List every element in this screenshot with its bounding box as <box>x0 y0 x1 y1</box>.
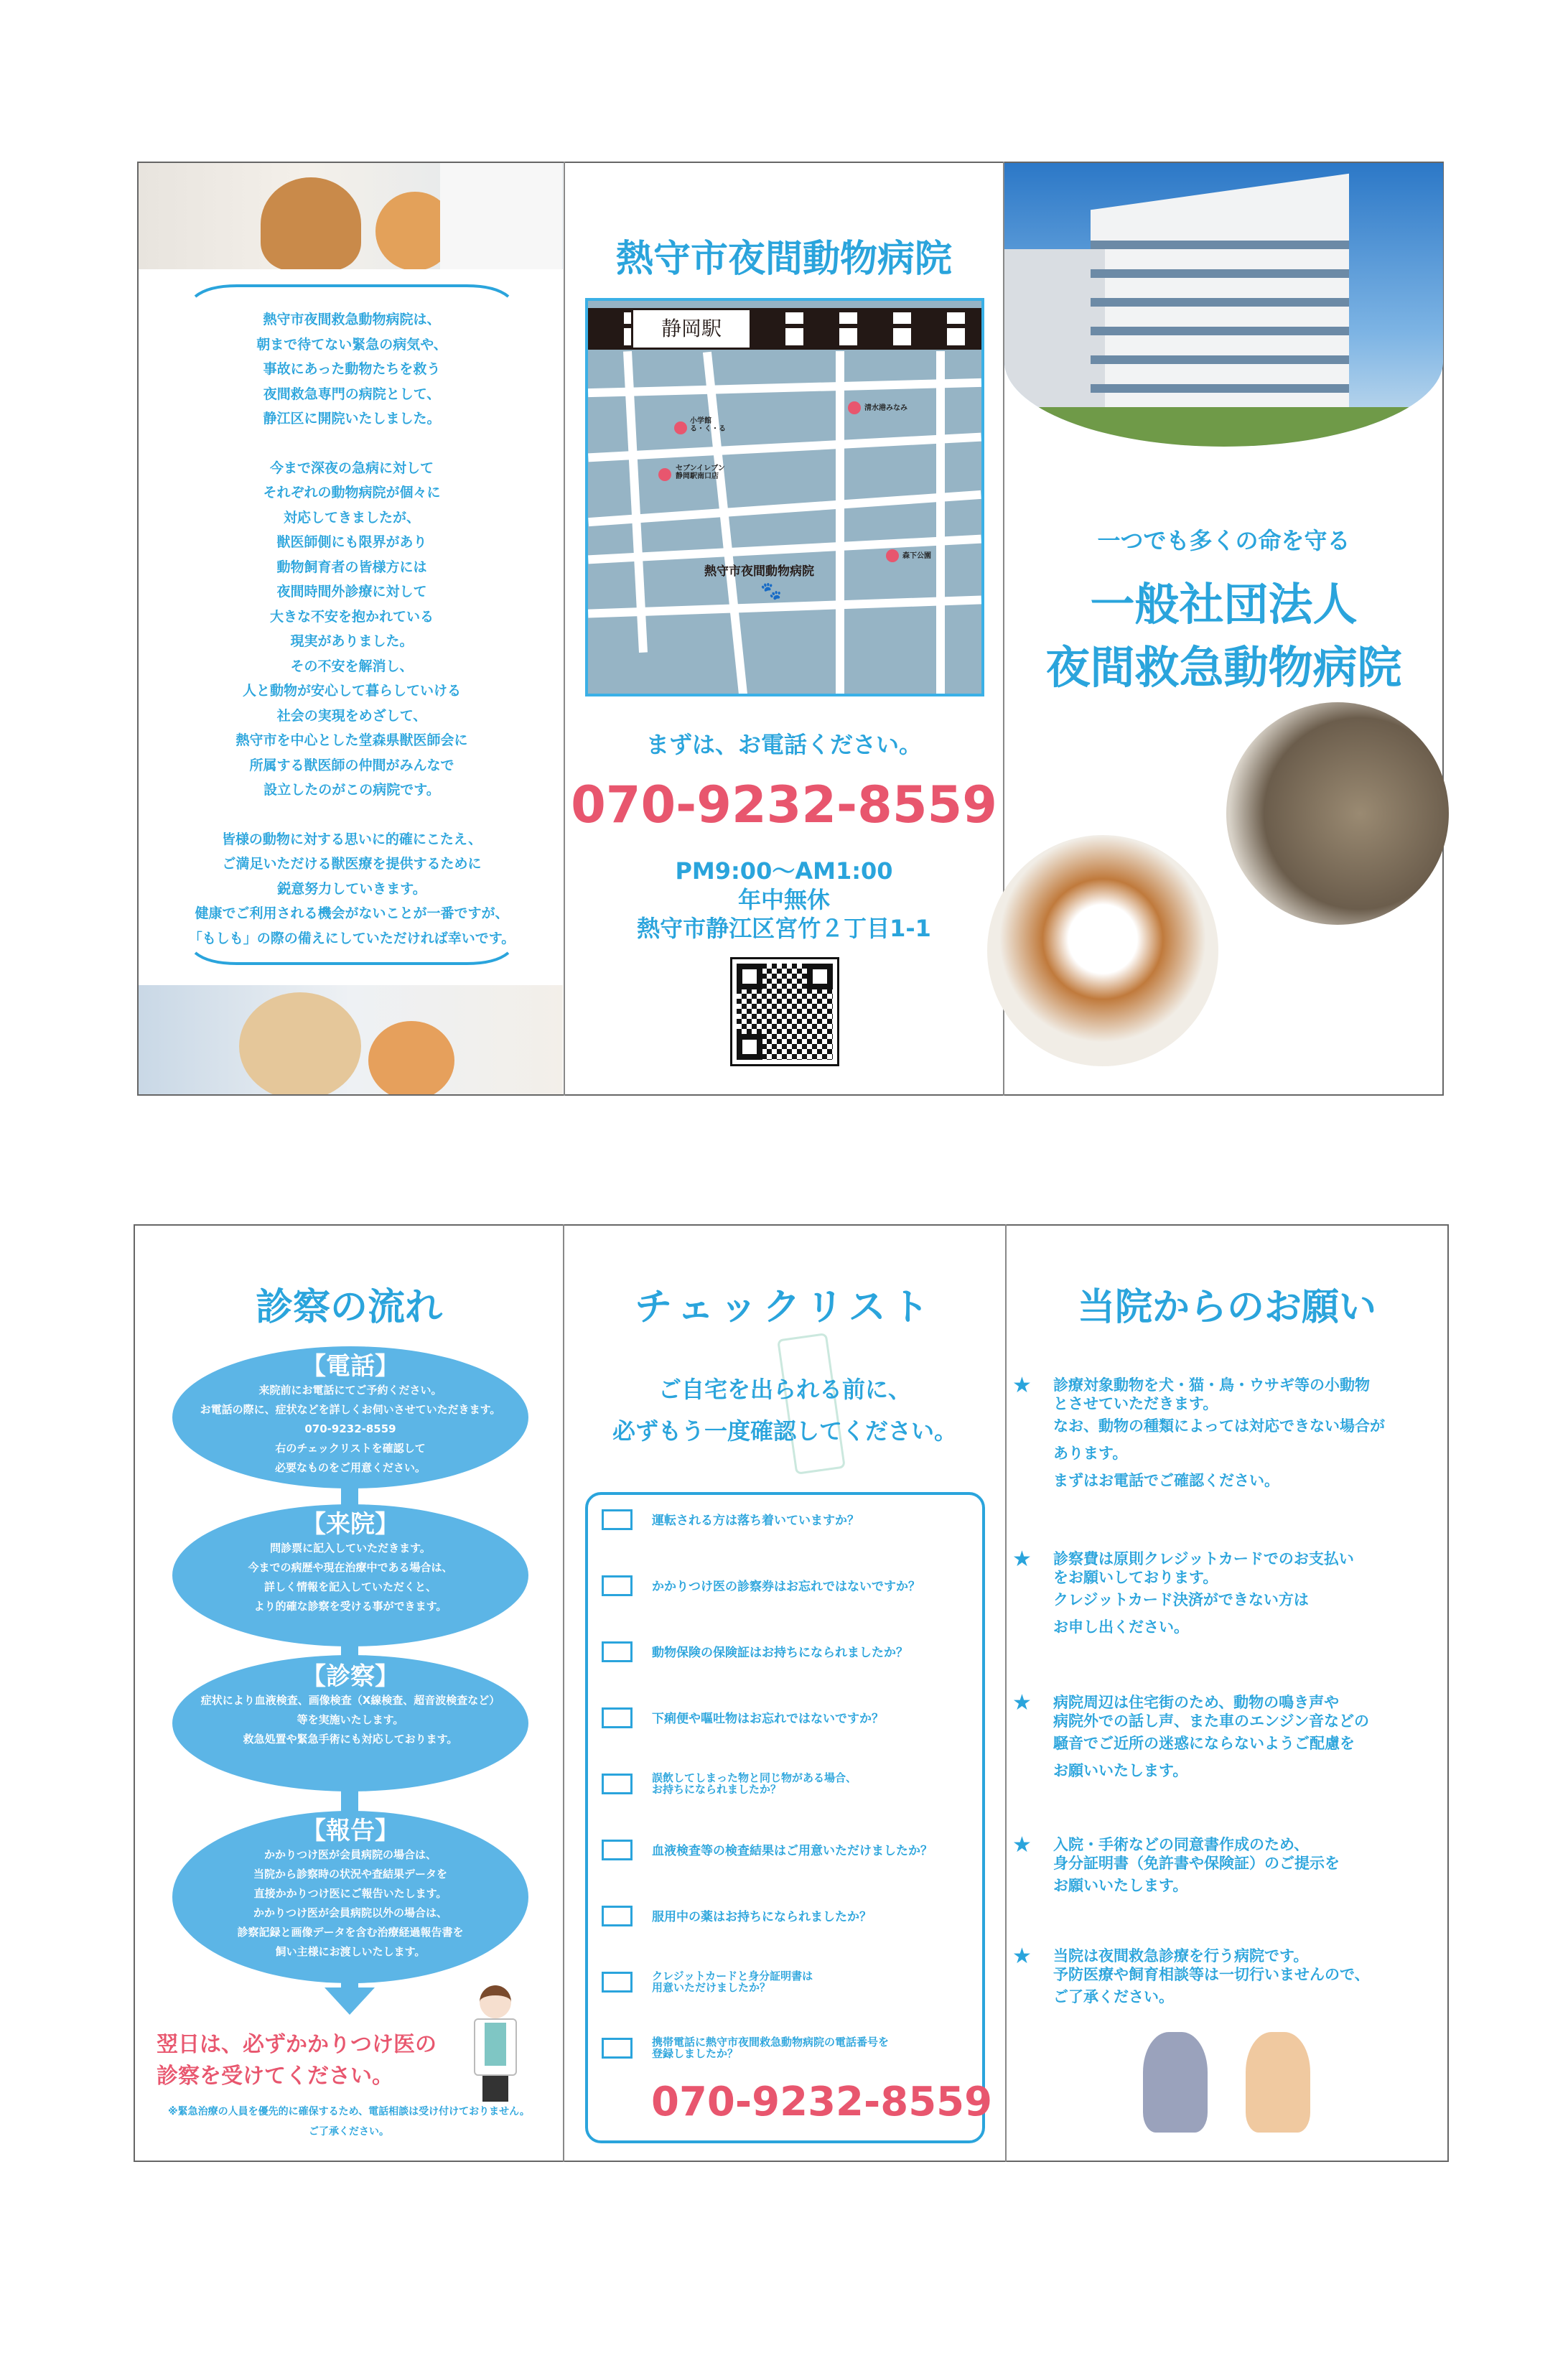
checklist-subtitle2: 必ずもう一度確認してください。 <box>612 1417 957 1445</box>
star-icon: ★ <box>1012 1373 1032 1398</box>
intro-line: 設立したのがこの病院です。 <box>263 782 440 798</box>
hospital-title: 熱守市夜間動物病院 <box>615 238 952 281</box>
landmark-label: 清水港みなみ <box>864 404 907 412</box>
org-name-line1: 一般社団法人 <box>1090 578 1358 630</box>
flow-step-line: 必要なものをご用意ください。 <box>274 1461 426 1474</box>
org-name-line2: 夜間救急動物病院 <box>1045 641 1402 694</box>
fold-line <box>564 162 565 1096</box>
flow-step-line: 等を実施いたします。 <box>297 1713 404 1726</box>
cat-illustration <box>1143 2032 1208 2133</box>
landmark-label: 森下公園 <box>902 552 931 560</box>
checklist-checkbox[interactable] <box>602 1840 633 1860</box>
intro-line: 社会の実現をめざして、 <box>276 707 427 724</box>
intro-line: その不安を解消し、 <box>290 658 414 674</box>
intro-line: 獣医師側にも限界があり <box>276 534 427 550</box>
fold-line <box>1005 1224 1007 2162</box>
map-hospital-label: 熱守市夜間動物病院 <box>704 564 814 579</box>
decorative-arc-top <box>194 284 510 298</box>
checklist-checkbox[interactable] <box>602 1575 633 1596</box>
flow-step-line: 右のチェックリストを確認して <box>275 1442 426 1455</box>
flow-step-report: 【報告】 かかりつけ医が会員病院の場合は、 当院から診察時の状況や査結果データを 直接かかりつけ医にご報告いたします。 かかりつけ医が会員病院以外の場合は、 診察記録と画像データを含む治療経過報告書を 飼い主様にお渡しいたします。 <box>172 1811 528 1983</box>
checklist-item-label: 動物保険の保険証はお持ちになられましたか？ <box>652 1646 908 1660</box>
star-icon: ★ <box>1012 1832 1032 1858</box>
request-line: 診療対象動物を犬・猫・鳥・ウサギ等の小動物 <box>1053 1376 1370 1394</box>
checklist-item-label: 血液検査等の検査結果はご用意いただけましたか？ <box>652 1844 933 1858</box>
dog-and-kitten-photo <box>139 985 563 1094</box>
request-line: とさせていただきます。 <box>1053 1395 1218 1412</box>
request-line: なお、動物の種類によっては対応できない場合が <box>1053 1417 1385 1435</box>
intro-line: 熱守市を中心とした堂森県獣医師会に <box>235 732 468 748</box>
requests-title: 当院からのお願い <box>1077 1286 1376 1329</box>
intro-line: 夜間時間外診療に対して <box>276 584 427 600</box>
flow-step-line: より的確な診察を受ける事ができます。 <box>253 1600 447 1613</box>
request-line: 当院は夜間救急診療を行う病院です。 <box>1053 1947 1309 1965</box>
request-line: あります。 <box>1053 1445 1128 1462</box>
request-line: お願いいたします。 <box>1053 1877 1188 1894</box>
flow-step-line: かかりつけ医が会員病院の場合は、 <box>263 1848 437 1861</box>
intro-line: 「もしも」の際の備えにしていただければ幸いです。 <box>188 930 515 946</box>
phone-note-line2: ご了承ください。 <box>309 2126 389 2138</box>
flow-title: 診察の流れ <box>255 1286 442 1329</box>
hours: PM9:00〜AM1:00 <box>675 857 893 885</box>
intro-line: 現実がありました。 <box>290 633 414 649</box>
intro-line: 静江区に開院いたしました。 <box>263 411 441 427</box>
request-line: まずはお電話でご確認ください。 <box>1053 1472 1279 1489</box>
open-days: 年中無休 <box>737 886 830 913</box>
landmark-pin <box>886 549 899 562</box>
checklist-checkbox[interactable] <box>602 1707 633 1728</box>
intro-line: 熱守市夜間救急動物病院は、 <box>263 312 441 327</box>
intro-line: 鋭意努力していきます。 <box>277 880 426 897</box>
checklist-checkbox[interactable] <box>602 1774 633 1794</box>
intro-line: 夜間救急専門の病院として、 <box>263 386 441 402</box>
vet-with-dog-and-cat-photo <box>139 163 563 269</box>
flow-step-line: 飼い主様にお渡しいたします。 <box>275 1945 426 1958</box>
intro-line: 健康でご利用される機会がないことが一番ですが、 <box>195 905 509 921</box>
request-line: 病院外での話し声、また車のエンジン音などの <box>1053 1712 1369 1730</box>
star-icon: ★ <box>1012 1547 1032 1572</box>
flow-step-line: 070-9232-8559 <box>304 1422 396 1435</box>
paw-icon: 🐾 <box>760 581 782 601</box>
checklist-item-label: 下痢便や嘔吐物はお忘れではないですか？ <box>652 1712 884 1726</box>
request-item <box>1012 1690 1369 1784</box>
intro-line: 今まで深夜の急病に対して <box>269 460 434 476</box>
request-line: 病院周辺は住宅街のため、動物の鳴き声や <box>1053 1694 1340 1711</box>
flow-step-line: 症状により血液検査、画像検査（X線検査、超音波検査など） <box>200 1694 500 1707</box>
star-icon: ★ <box>1012 1944 1032 1969</box>
decorative-arc-bottom <box>194 951 510 966</box>
request-item <box>1012 1832 1340 1899</box>
cat-photo <box>1226 702 1449 925</box>
flow-step-line: 診察記録と画像データを含む治療経過報告書を <box>237 1926 464 1939</box>
dog-illustration <box>1246 2032 1310 2133</box>
checklist-item-label: 運転される方は落ち着いていますか？ <box>652 1514 859 1528</box>
station-label: 静岡駅 <box>631 308 752 350</box>
request-item <box>1012 1547 1354 1641</box>
flow-step-line: 詳しく情報を記入していただくと、 <box>263 1580 437 1593</box>
checklist-subtitle1: ご自宅を出られる前に、 <box>658 1376 911 1403</box>
flow-step-line: 来院前にお電話にてご予約ください。 <box>258 1384 442 1397</box>
landmark-pin <box>848 401 861 414</box>
request-line: クレジットカード決済ができない方は <box>1053 1591 1309 1608</box>
flow-step-line: 救急処置や緊急手術にも対応しております。 <box>243 1733 458 1746</box>
request-item <box>1012 1373 1385 1494</box>
checklist-checkbox[interactable] <box>602 1641 633 1662</box>
landmark-label: 小学館 る・く・る <box>690 417 726 433</box>
checklist-checkbox[interactable] <box>602 1906 633 1926</box>
address: 熱守市静江区宮竹２丁目1-1 <box>637 915 931 942</box>
flow-step-line: かかりつけ医が会員病院以外の場合は、 <box>253 1906 447 1919</box>
request-line: 騒音でご近所の迷惑にならないようご配慮を <box>1053 1735 1355 1752</box>
checklist-checkbox[interactable] <box>602 1972 633 1993</box>
intro-line: 皆様の動物に対する思いに的確にこたえ、 <box>221 831 482 847</box>
checklist-item-label: 誤飲してしまった物と同じ物がある場合、 お持ちになられましたか？ <box>652 1771 857 1796</box>
checklist-item-label: 携帯電話に熱守市夜間救急動物病院の電話番号を 登録しましたか？ <box>652 2036 890 2060</box>
intro-line: それぞれの動物病院が個々に <box>263 485 441 500</box>
checklist-item-label: 服用中の薬はお持ちになられましたか？ <box>652 1910 872 1924</box>
fold-line <box>563 1224 564 2162</box>
intro-line: 大きな不安を抱かれている <box>269 608 434 625</box>
phone-note-line1: ※緊急治療の人員を優先的に確保するため、電話相談は受け付けておりません。 <box>168 2106 530 2117</box>
phone-number[interactable]: 070-9232-8559 <box>571 775 997 834</box>
request-line: 入院・手術などの同意書作成のため、 <box>1053 1836 1310 1853</box>
next-day-line1: 翌日は、必ずかかりつけ医の <box>157 2032 437 2057</box>
intro-line: 対応してきましたが、 <box>283 509 420 526</box>
landmark-label: セブンイレブン 静岡駅南口店 <box>676 465 725 480</box>
flow-step-line: 今までの病歴や現在治療中である場合は、 <box>248 1561 453 1574</box>
doctor-illustration <box>467 1985 524 2107</box>
flow-step-visit: 【来院】 問診票に記入していただきます。 今までの病歴や現在治療中である場合は、 詳しく情報を記入していただくと、 より的確な診察を受ける事ができます。 <box>172 1504 528 1646</box>
request-item <box>1012 1944 1370 2010</box>
checklist-phone[interactable]: 070-9232-8559 <box>651 2079 993 2125</box>
flow-step-phone: 【電話】 来院前にお電話にてご予約ください。 お電話の際に、症状などを詳しくお伺いさせていただきます。 070-9232-8559 右のチェックリストを確認して 必要なものをご用意ください。 <box>172 1346 528 1488</box>
star-icon: ★ <box>1012 1690 1032 1715</box>
hospital-building-photo <box>1004 163 1443 447</box>
flow-step-line: 当院から診察時の状況や査結果データを <box>253 1868 447 1881</box>
request-line: 身分証明書（免許書や保険証）のご提示を <box>1053 1855 1340 1872</box>
request-line: 診察費は原則クレジットカードでのお支払い <box>1053 1550 1354 1567</box>
flow-step-exam: 【診察】 症状により血液検査、画像検査（X線検査、超音波検査など） 等を実施いたします。 救急処置や緊急手術にも対応しております。 <box>172 1655 528 1791</box>
call-prompt: まずは、お電話ください。 <box>645 731 922 758</box>
landmark-pin <box>658 468 671 481</box>
flow-step-line: 直接かかりつけ医にご報告いたします。 <box>253 1887 447 1900</box>
intro-line: ご満足いただける獣医療を提供するために <box>222 856 482 872</box>
request-line: ご了承ください。 <box>1053 1988 1174 2005</box>
request-line: お願いいたします。 <box>1053 1762 1188 1779</box>
request-line: 予防医療や飼育相談等は一切行いませんので、 <box>1053 1966 1370 1983</box>
checklist-item-label: クレジットカードと身分証明書は 用意いただけましたか？ <box>652 1970 813 1994</box>
qr-code[interactable] <box>732 959 837 1064</box>
dog-photo <box>987 835 1218 1066</box>
landmark-pin <box>674 421 687 434</box>
checklist-checkbox[interactable] <box>602 1509 633 1530</box>
flow-step-line: 問診票に記入していただきます。 <box>270 1542 431 1555</box>
checklist-checkbox[interactable] <box>602 2038 633 2059</box>
tagline: 一つでも多くの命を守る <box>1097 527 1350 554</box>
checklist-title: チェックリスト <box>635 1286 935 1329</box>
intro-line: 所属する獣医師の仲間がみんなで <box>249 757 454 773</box>
request-line: お申し出ください。 <box>1053 1618 1189 1636</box>
request-line: をお願いしております。 <box>1053 1569 1218 1586</box>
intro-line: 動物飼育者の皆様方には <box>276 559 427 575</box>
flow-step-line: お電話の際に、症状などを詳しくお伺いさせていただきます。 <box>200 1403 501 1416</box>
intro-text <box>144 307 560 951</box>
intro-line: 朝まで待てない緊急の病気や、 <box>256 336 447 353</box>
intro-line: 人と動物が安心して暮らしていける <box>242 683 461 699</box>
flow-arrow-icon <box>325 1987 375 2015</box>
intro-line: 事故にあった動物たちを救う <box>263 361 441 377</box>
access-map <box>585 298 984 696</box>
checklist-item-label: かかりつけ医の診察券はお忘れではないですか？ <box>652 1580 920 1594</box>
next-day-line2: 診察を受けてください。 <box>157 2064 393 2089</box>
